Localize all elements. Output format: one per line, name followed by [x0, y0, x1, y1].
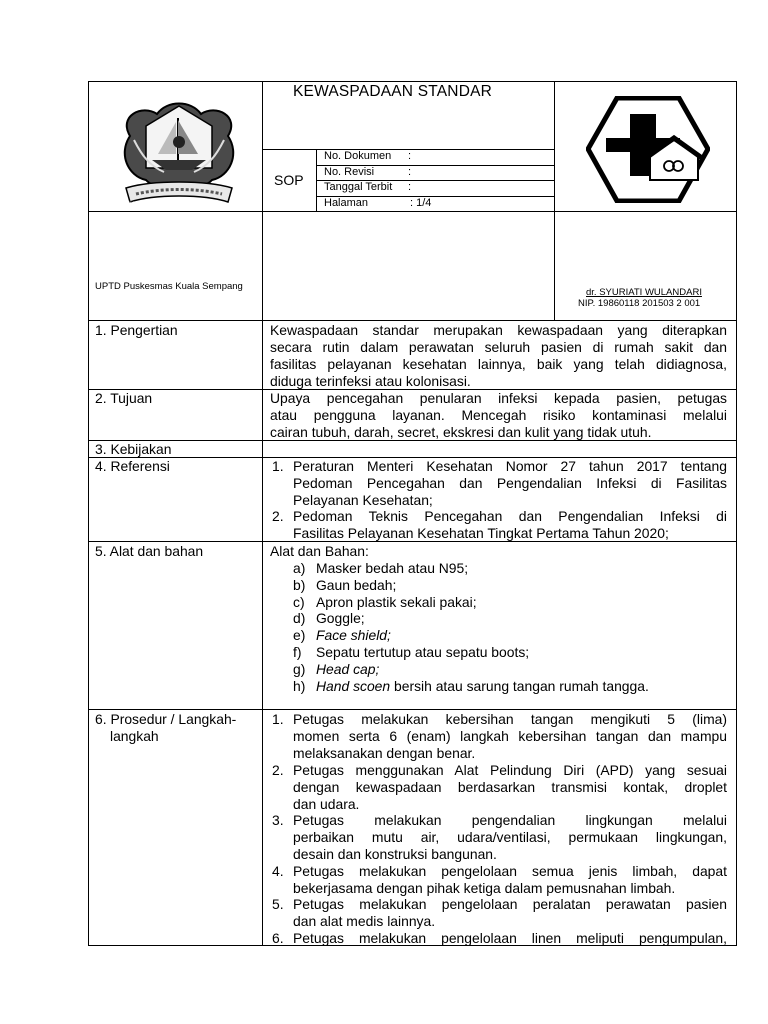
organisation-name: UPTD Puskesmas Kuala Sempang [95, 281, 243, 292]
section-label: 3. Kebijakan [95, 441, 172, 457]
paragraph-line: Kewaspadaan standar merupakan kewaspadaan yang diterapkan [270, 322, 727, 338]
section-label: 2. Tujuan [95, 390, 153, 406]
signer-name: dr. SYURIATI WULANDARI [586, 287, 702, 298]
section-label-cont: langkah [110, 728, 159, 744]
section-label: 6. Prosedur / Langkah- [95, 711, 237, 727]
list-item: h) Hand scoen bersih atau sarung tangan rumah tangga. [293, 678, 649, 694]
list-item: f) Sepatu tertutup atau sepatu boots; [293, 644, 530, 660]
regency-crest-logo [112, 96, 246, 212]
document-title: KEWASPADAAN STANDAR [293, 83, 493, 100]
puskesmas-logo [586, 96, 710, 203]
list-item: g) Head cap; [293, 661, 380, 677]
list-intro: Alat dan Bahan: [270, 543, 369, 559]
signer-nip: NIP. 19860118 201503 2 001 [578, 298, 701, 309]
sop-label: SOP [274, 172, 304, 188]
section-label: 5. Alat dan bahan [95, 543, 204, 559]
crest-caption: TAK BERSAUAL · PEMERINTAH KAB. BINTAN [124, 200, 209, 205]
paragraph-line: diduga terinfeksi atau kolonisasi. [270, 373, 471, 389]
paragraph-line: atau pengguna layanan. Mencegah risiko kontaminasi melalui [270, 407, 727, 423]
section-label: 1. Pengertian [95, 322, 178, 338]
paragraph-line: secara rutin dalam perawatan seluruh pasien di rumah sakit dan [270, 339, 727, 355]
paragraph-line: fasilitas pelayanan kesehatan lainnya, baik yang telah didiagnosa, [270, 356, 727, 372]
list-item: a) Masker bedah atau N95; [293, 560, 469, 576]
list-item: c) Apron plastik sekali pakai; [293, 594, 477, 610]
section-label: 4. Referensi [95, 458, 170, 474]
list-item: d) Goggle; [293, 610, 365, 626]
paragraph-line: cairan tubuh, darah, secret, ekskresi dan kulit yang tidak utuh. [270, 424, 652, 440]
list-item: b) Gaun bedah; [293, 577, 397, 593]
paragraph-line: Upaya pencegahan penularan infeksi kepada pasien, petugas [270, 390, 727, 406]
list-item: e) Face shield; [293, 627, 391, 643]
